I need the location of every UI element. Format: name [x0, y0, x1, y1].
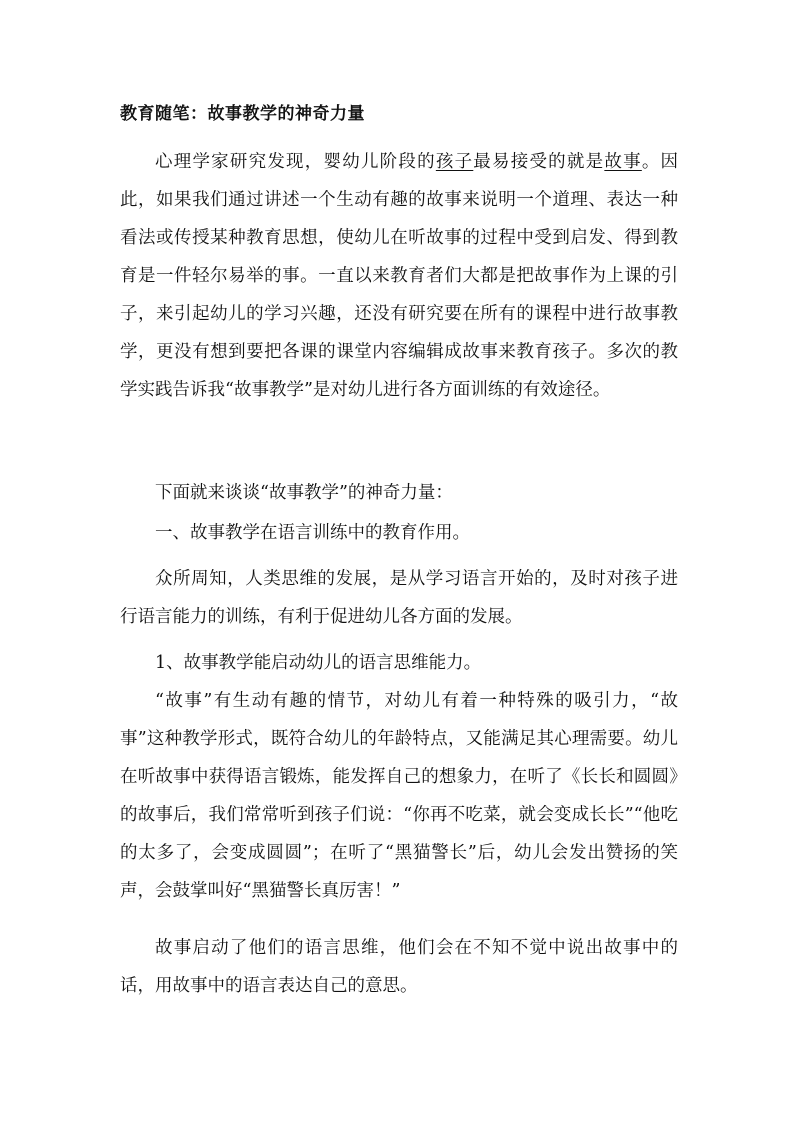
section-heading-1: 一、故事教学在语言训练中的教育作用。: [155, 523, 470, 543]
link-children[interactable]: 孩子: [435, 152, 474, 172]
paragraph-story-appeal: “故事”有生动有趣的情节，对幼儿有着一种特殊的吸引力，“故事”这种教学形式，既符合幼儿的年龄特点，又能满足其心理需要。幼儿在听故事中获得语言锻炼，能发挥自己的想象力，在听了《长长和圆圆》的故事后，我们常常听到孩子们说：“你再不吃菜，就会变成长长”“他吃的太多了，会变成圆圆”；在听了“黑猫警长”后，幼儿会发出赞扬的笑声，会鼓掌叫好“黑猫警长真厉害！”: [120, 691, 678, 901]
text-segment: 心理学家研究发现，婴幼儿阶段的: [155, 152, 436, 172]
paragraph-intro-power: 下面就来谈谈“故事教学”的神奇力量：: [155, 483, 453, 503]
paragraph-story-thinking: 故事启动了他们的语言思维，他们会在不知不觉中说出故事中的话，用故事中的语言表达自己的意思。: [120, 938, 678, 996]
paragraph-language: 众所周知，人类思维的发展，是从学习语言开始的，及时对孩子进行语言能力的训练，有利于促进幼儿各方面的发展。: [120, 569, 678, 627]
text-segment: 最易接受的就是: [473, 152, 605, 172]
link-story[interactable]: 故事: [604, 152, 642, 172]
text-segment: 。因此，如果我们通过讲述一个生动有趣的故事来说明一个道理、表达一种看法或传授某种教育思想，使幼儿在听故事的过程中受到启发、得到教育是一件轻尔易举的事。一直以来教育者们大都是把故事作为上课的引子，来引起幼儿的学习兴趣，还没有研究要在所有的课程中进行故事教学，更没有想到要把各课的课堂内容编辑成故事来教育孩子。多次的教学实践告诉我“故事教学”是对幼儿进行各方面训练的有效途径。: [120, 152, 679, 400]
paragraph-intro: [120, 143, 678, 409]
document-title: 教育随笔：故事教学的神奇力量: [120, 104, 365, 124]
subheading-1: 1、故事教学能启动幼儿的语言思维能力。: [155, 653, 482, 673]
